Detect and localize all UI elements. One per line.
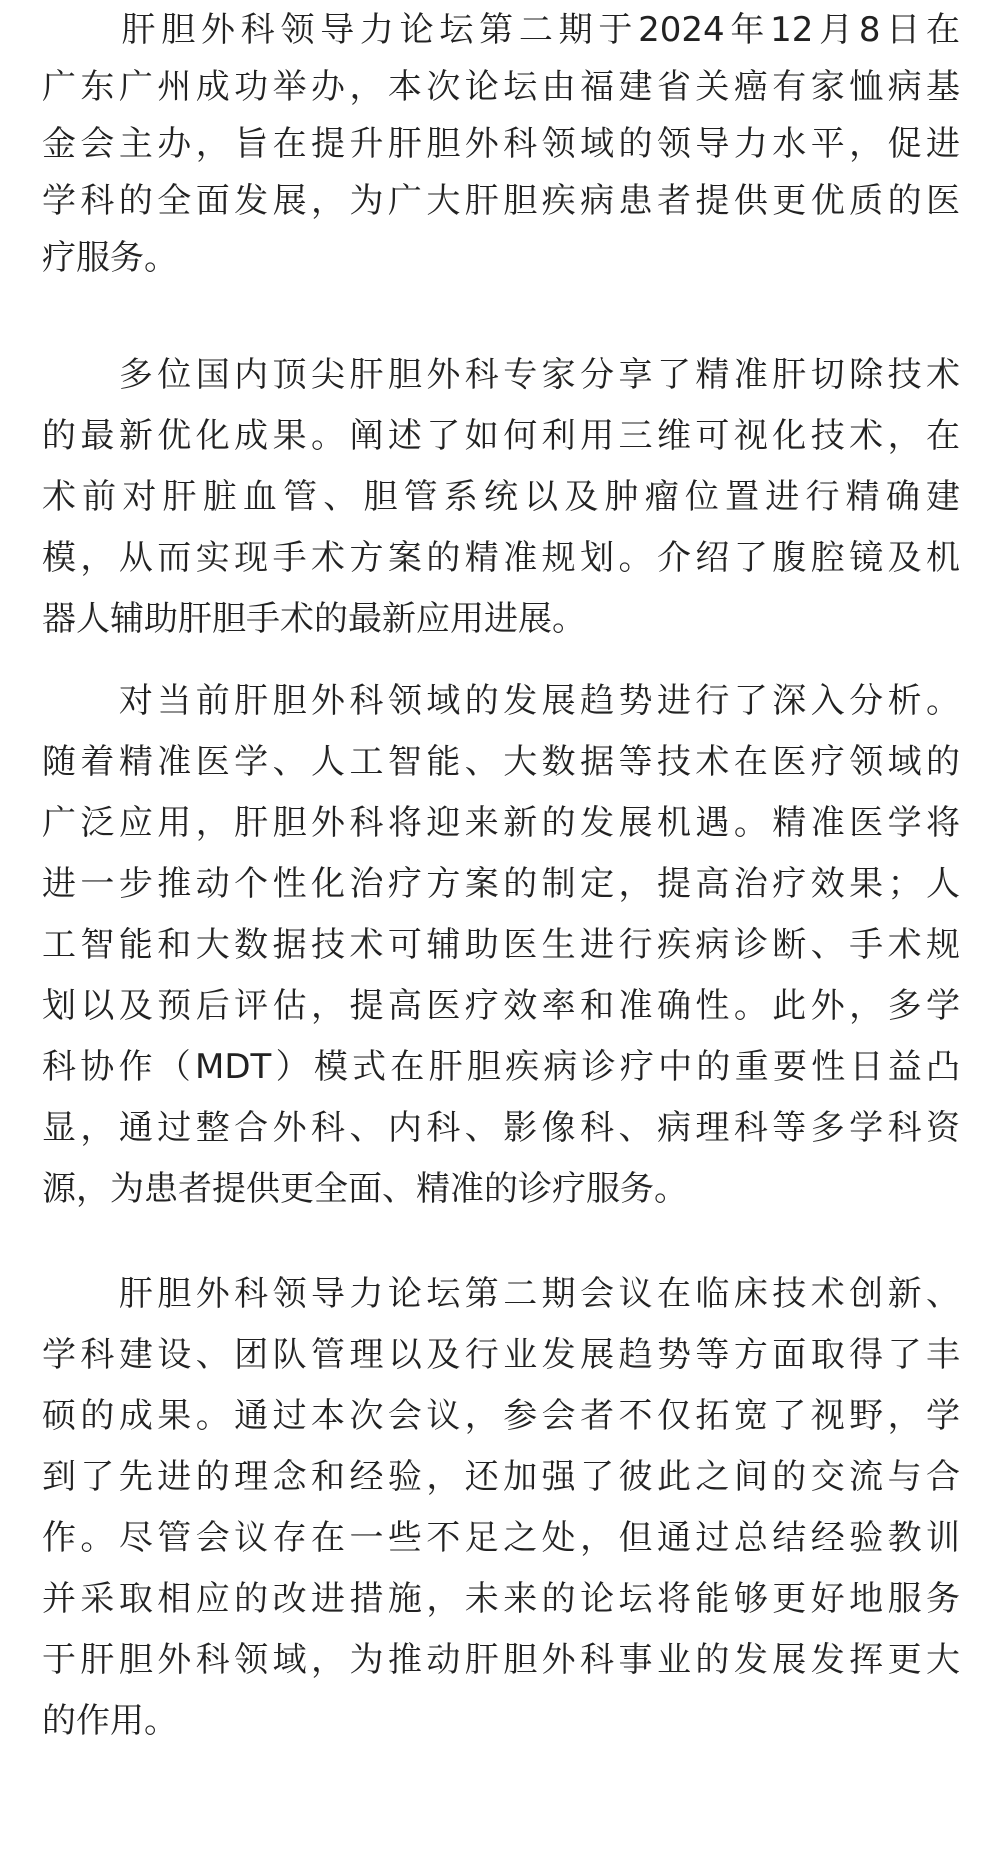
paragraph-line: 金会主办，旨在提升肝胆外科领域的领导力水平，促进 <box>42 124 960 164</box>
paragraph-line: 的最新优化成果。阐述了如何利用三维可视化技术，在 <box>42 416 960 456</box>
paragraph-line: 到了先进的理念和经验，还加强了彼此之间的交流与合 <box>42 1457 960 1497</box>
paragraph-line: 工智能和大数据技术可辅助医生进行疾病诊断、手术规 <box>42 925 960 965</box>
paragraph-line: 多位国内顶尖肝胆外科专家分享了精准肝切除技术 <box>42 355 960 395</box>
paragraph-line: 科协作（MDT）模式在肝胆疾病诊疗中的重要性日益凸 <box>42 1047 960 1087</box>
paragraph-line: 广泛应用，肝胆外科将迎来新的发展机遇。精准医学将 <box>42 803 960 843</box>
paragraph-line: 学科的全面发展，为广大肝胆疾病患者提供更优质的医 <box>42 181 960 221</box>
paragraph-line: 的作用。 <box>42 1701 178 1741</box>
paragraph-line: 进一步推动个性化治疗方案的制定，提高治疗效果；人 <box>42 864 960 904</box>
paragraph-line: 显，通过整合外科、内科、影像科、病理科等多学科资 <box>42 1108 960 1148</box>
paragraph-line: 对当前肝胆外科领域的发展趋势进行了深入分析。 <box>42 681 960 721</box>
paragraph-line: 作。尽管会议存在一些不足之处，但通过总结经验教训 <box>42 1518 960 1558</box>
paragraph-line: 划以及预后评估，提高医疗效率和准确性。此外，多学 <box>42 986 960 1026</box>
paragraph-line: 术前对肝脏血管、胆管系统以及肿瘤位置进行精确建 <box>42 477 960 517</box>
paragraph-line: 并采取相应的改进措施，未来的论坛将能够更好地服务 <box>42 1579 960 1619</box>
paragraph-line: 广东广州成功举办，本次论坛由福建省关癌有家恤病基 <box>42 67 960 107</box>
paragraph-line: 硕的成果。通过本次会议，参会者不仅拓宽了视野，学 <box>42 1396 960 1436</box>
paragraph-line: 随着精准医学、人工智能、大数据等技术在医疗领域的 <box>42 742 960 782</box>
paragraph-line: 肝胆外科领导力论坛第二期会议在临床技术创新、 <box>42 1274 960 1314</box>
paragraph-line: 学科建设、团队管理以及行业发展趋势等方面取得了丰 <box>42 1335 960 1375</box>
paragraph-line: 源，为患者提供更全面、精准的诊疗服务。 <box>42 1169 688 1209</box>
paragraph-line: 肝胆外科领导力论坛第二期于2024年12月8日在 <box>42 10 960 50</box>
paragraph-line: 疗服务。 <box>42 238 178 278</box>
paragraph-line: 于肝胆外科领域，为推动肝胆外科事业的发展发挥更大 <box>42 1640 960 1680</box>
paragraph-line: 器人辅助肝胆手术的最新应用进展。 <box>42 599 586 639</box>
paragraph-line: 模，从而实现手术方案的精准规划。介绍了腹腔镜及机 <box>42 538 960 578</box>
